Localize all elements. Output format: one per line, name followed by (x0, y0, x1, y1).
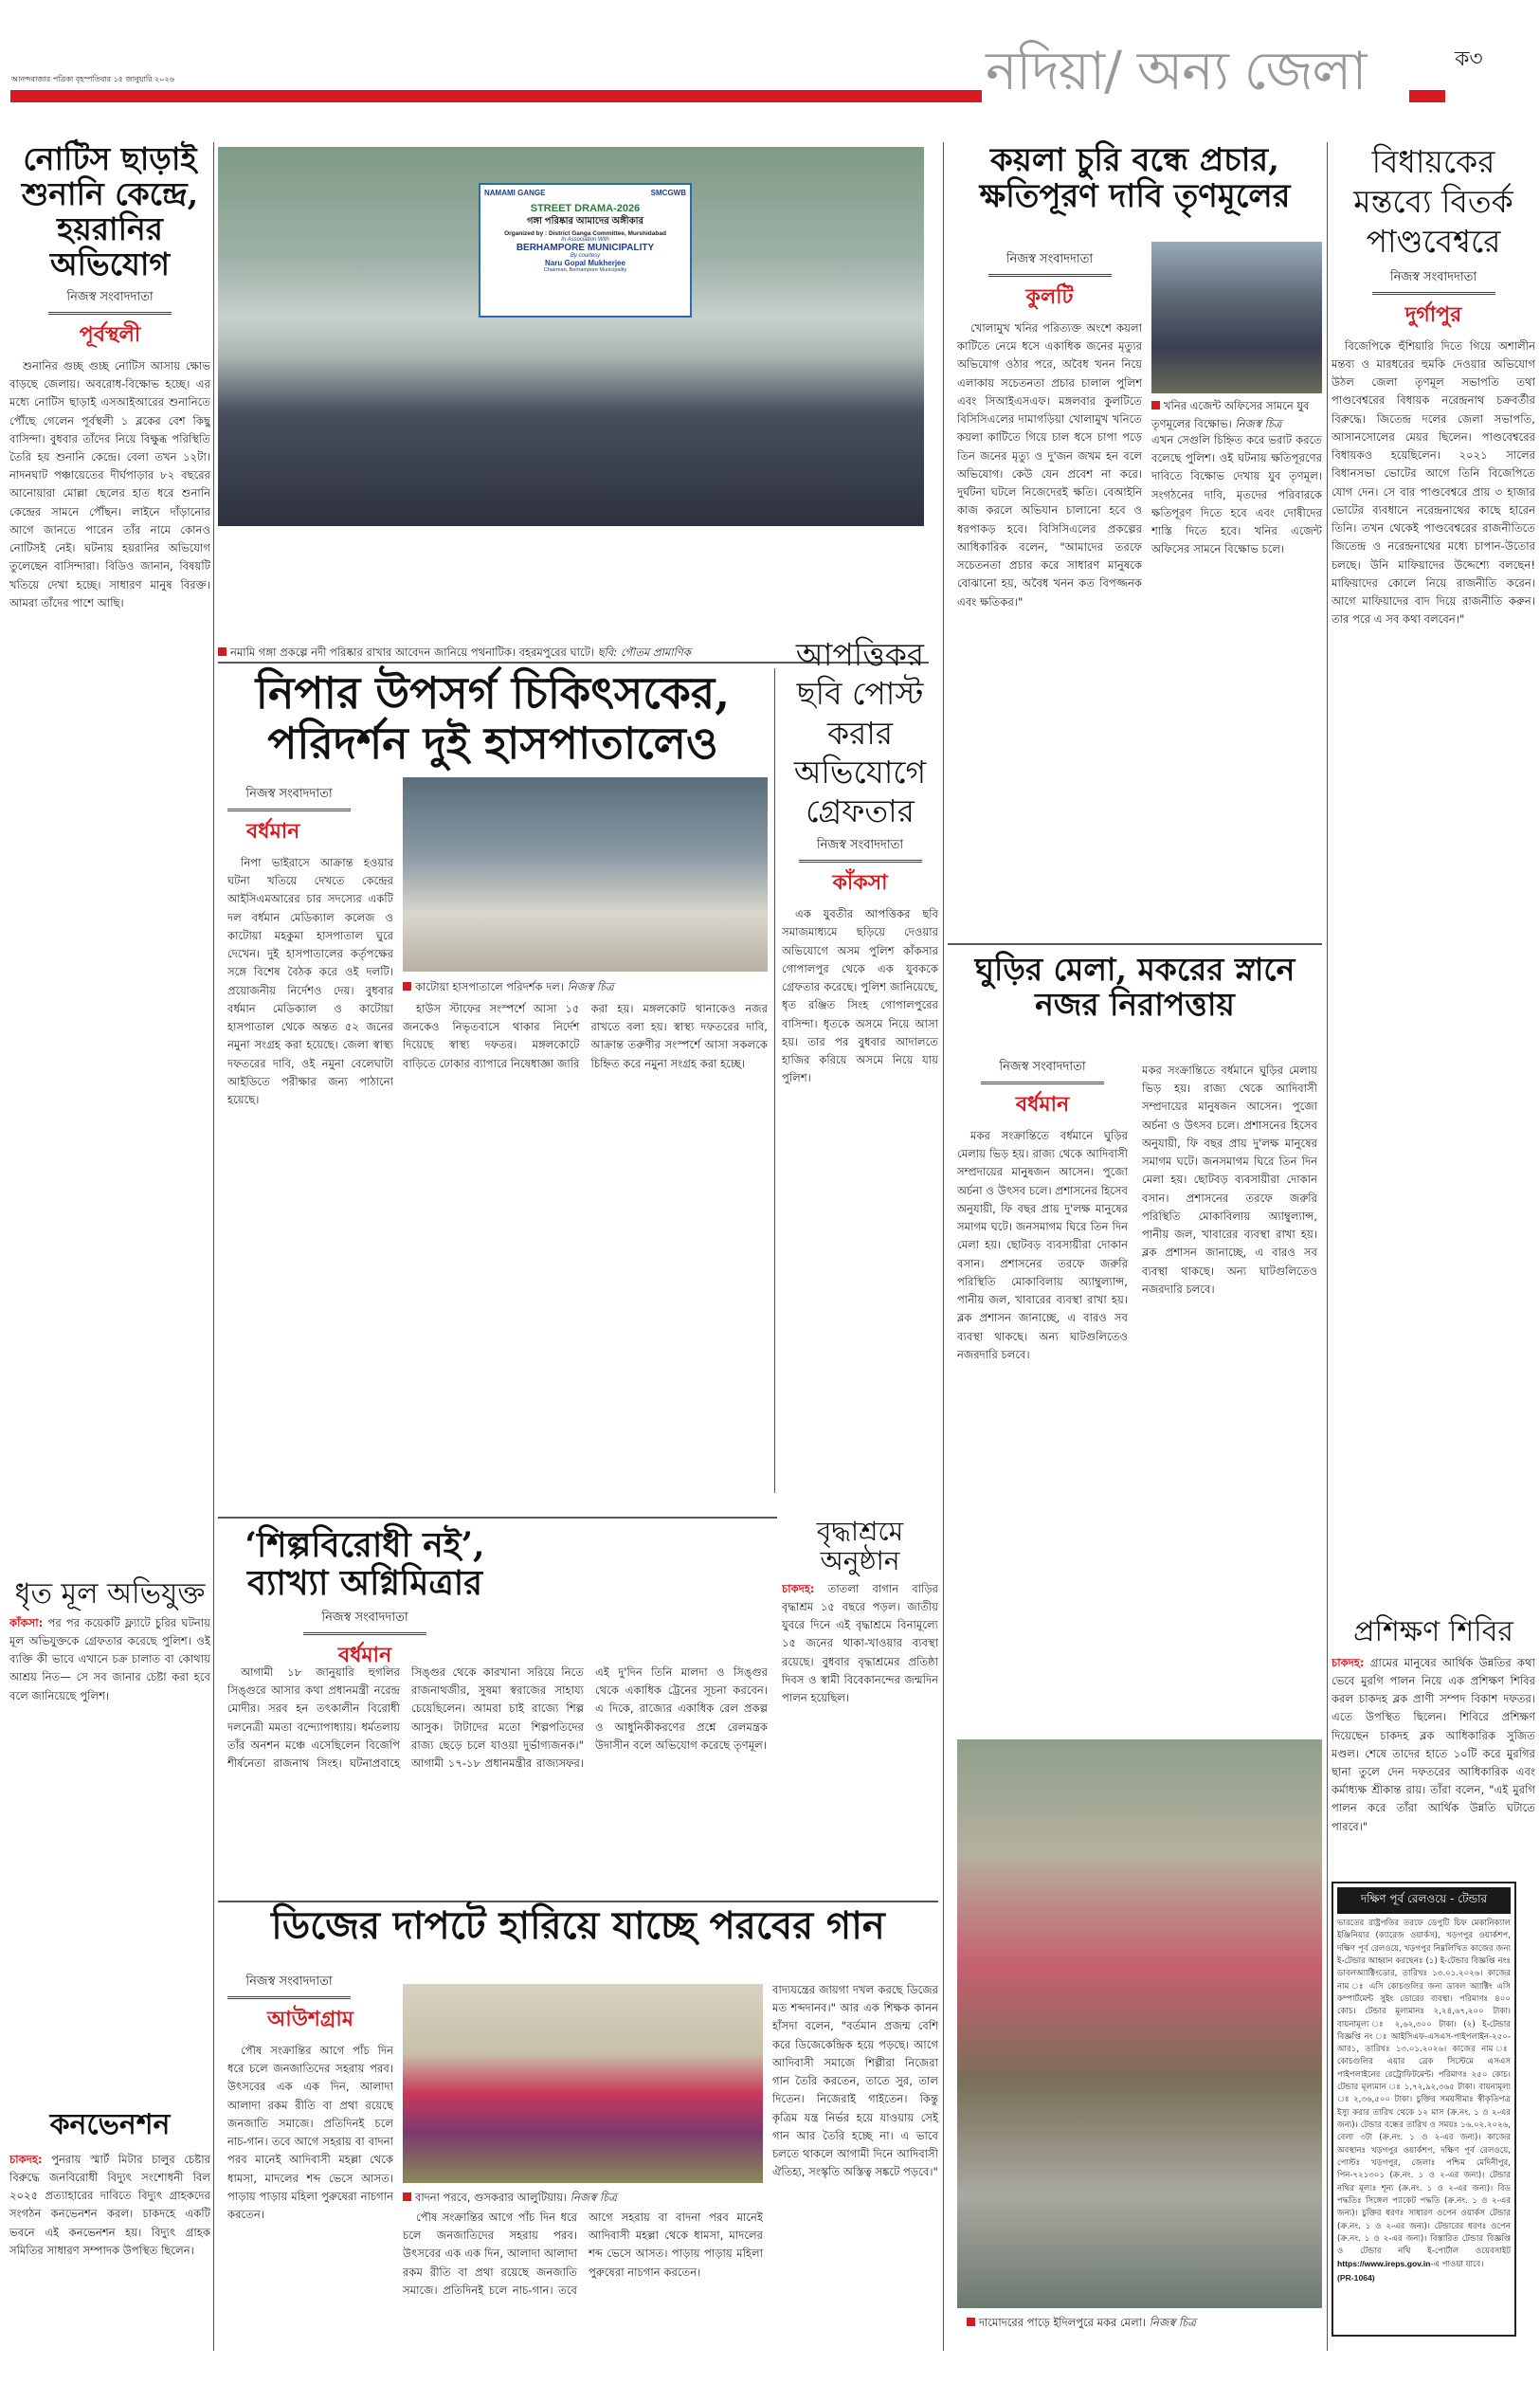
masthead-red-bar-left (10, 90, 982, 102)
masthead-date-line: আনন্দবাজার পত্রিকা বৃহস্পতিবার ১৫ জানুয়ারি ২০২৬ (11, 75, 174, 83)
caption-marker-icon (403, 2193, 411, 2201)
headline: কনভেনশন (49, 2108, 171, 2141)
headline: ধৃত মূল অভিযুক্ত (14, 1577, 206, 1610)
story-dj-headline: ডিজের দাপটে হারিয়ে যাচ্ছে পরবের গান (271, 1903, 885, 1948)
article-body: মকর সংক্রান্তিতে বর্ধমানে ঘুড়ির মেলায় ভিড় হয়। রাজ্য থেকে আদিবাসী সম্প্রদায়ের মানুষজন আসেন। পুজো অর্চনা ও উৎসব চলে। প্রশাসনের হিসেব অনুযায়ী, ফি বছর প্রায় দু'লক্ষ মানুষের সমাগম ঘটে। জনসমাগম ঘিরে তিন দিন মেলা হয়। ছোটবড় ব্যবসায়ীরা দোকান বসান। প্রশাসনের তরফে জরুরি পরিস্থিতি মোকাবিলায় অ্যাম্বুল্যান্স, পানীয় জল, খাবারের ব্যবস্থা রাখা হয়। ব্লক প্রশাসন জানাচ্ছে, এ বারও সব ব্যবস্থা থাকছে। অন্য ঘাটগুলিতেও নজরদারি চলবে। (957, 1129, 1128, 1361)
masthead-red-bar-right (1409, 90, 1445, 102)
section-title: নদিয়া/ অন্য জেলা (986, 41, 1367, 102)
dateline: বর্ধমান (337, 1642, 392, 1667)
story-dj-col1 (227, 1967, 393, 2402)
article-body-continued: মকর সংক্রান্তিতে বর্ধমানে ঘুড়ির মেলায় ভিড় হয়। রাজ্য থেকে আদিবাসী সম্প্রদায়ের মানুষজন আসেন। পুজো অর্চনা ও উৎসব চলে। প্রশাসনের হিসেব অনুযায়ী, ফি বছর প্রায় দু'লক্ষ মানুষের সমাগম ঘটে। জনসমাগম ঘিরে তিন দিন মেলা হয়। ছোটবড় ব্যবসায়ীরা দোকান বসান। প্রশাসনের তরফে জরুরি পরিস্থিতি মোকাবিলায় অ্যাম্বুল্যান্স, পানীয় জল, খাবারের ব্যবস্থা রাখা হয়। ব্লক প্রশাসন জানাচ্ছে, এ বারও সব ব্যবস্থা থাকছে। অন্য ঘাটগুলিতেও নজরদারি চলবে। (1142, 1064, 1317, 1296)
column-divider (1327, 142, 1328, 2351)
byline: নিজস্ব সংবাদদাতা (799, 836, 922, 863)
story-kite-headline: ঘুড়ির মেলা, মকরের স্নানে নজর নিরাপত্তায় (974, 951, 1295, 1023)
story-nipah (218, 668, 768, 769)
article-body: বিজেপিকে হুঁশিয়ারি দিতে গিয়ে অশালীন মন্তব্য ও মারধরের হুমকি দেওয়ার অভিযোগ উঠল জেলা তৃণমূল সভাপতি তথা পাণ্ডবেশ্বরের বিধায়ক নরেন্দ্রনাথ চক্রবর্তীর বিরুদ্ধে। জিতেন্দ্র দলের জেলা সভাপতি, আসানসোলের মেয়র ছিলেন। পাণ্ডবেশ্বরের বিধায়কও হয়েছিলেন। ২০২১ সালের বিধানসভা ভোটের আগে তিনি বিজেপিতে যোগ দেন। সে বার পাণ্ডবেশ্বরে প্রায় ৩ হাজার ভোটের ব্যবধানে নরেন্দ্রনাথের কাছে হারেন তিনি। তখন থেকেই পাণ্ডবেশ্বরের রাজনীতিতে জিতেন্দ্র ও নরেন্দ্রনাথের মধ্যে চাপান-উতোর চলছে। উনি মাফিয়াদের উদ্দেশ্যে বলছেন! মাফিয়াদের কোলে নিয়ে রাজনীতি করেন। আগে মাফিয়াদের বাদ দিয়ে রাজনীতি করুন। তার পরে এ সব কথা বলবেন।" (1332, 338, 1535, 627)
article-body: কাঁকসা: পর পর কয়েকটি ফ্ল্যাটে চুরির ঘটনায় মূল অভিযুক্তকে গ্রেফতার করেছে পুলিশ। ওই ব্যক্তি কী ভাবে এখানে চক্র চালাত বা কোথায় আশ্রয় নিত— সে সব জানার চেষ্টা করা হবে বলে জানিয়েছে পুলিশ। (9, 1615, 210, 1702)
byline: নিজস্ব সংবাদদাতা (227, 785, 351, 811)
article-body-continued: পৌষ সংক্রান্তির আগে পাঁচ দিন ধরে চলে জনজাতিদের সহরায় পরব। উৎসবের এক এক দিন, আলাদা আলাদা রকম রীতি বা প্রথা রয়েছে জনজাতি সমাজে। প্রতিদিনই চলে নাচ-গান। তবে আগে সহরায় বা বাদনা পরব মানেই আদিবাসী মহল্লা থেকে ধামসা, মাদলের শব্দ ভেসে আসত। পাড়ায় পাড়ায় মহিলা পুরুষেরা নাচগান করতেন। (403, 2211, 763, 2297)
byline: নিজস্ব সংবাদদাতা (988, 250, 1112, 277)
article-body: পৌষ সংক্রান্তির আগে পাঁচ দিন ধরে চলে জনজাতিদের সহরায় পরব। উৎসবের এক এক দিন, আলাদা আলাদা রকম রীতি বা প্রথা রয়েছে জনজাতি সমাজে। প্রতিদিনই চলে নাচ-গান। তবে আগে সহরায় বা বাদনা পরব মানেই আদিবাসী মহল্লা থেকে ধামসা, মাদলের শব্দ ভেসে আসত। পাড়ায় পাড়ায় মহিলা পুরুষেরা নাচগান করতেন। (227, 2044, 393, 2222)
headline: আপত্তিকর ছবি পোস্ট করার অভিযোগে গ্রেফতার (793, 636, 927, 829)
photo-banner: NAMAMI GANGE SMCGWB STREET DRAMA-2026 গঙ্গা পরিষ্কার আমাদের অঙ্গীকার Organized by : District Ganga Committee, Murshidabad In Association With BERHAMPORE MUNICIPALITY By courtesy Naru Gopal Mukherjee Chairman, Berhampore Municipality (479, 183, 692, 318)
story-coal-col1 (957, 245, 1142, 936)
dateline: বর্ধমান (1015, 1092, 1070, 1117)
headline: বৃদ্ধাশ্রমে অনুষ্ঠান (816, 1516, 904, 1577)
story-arrest (782, 635, 938, 1379)
dateline: কাঁকসা (832, 870, 888, 896)
main-photo-caption: নমামি গঙ্গা প্রকল্পে নদী পরিষ্কার রাখার আবেদন জানিয়ে পথনাটিক। বহরমপুরের ঘাটে। ছবি: গৌতম প্রামাণিক (218, 645, 924, 663)
column-divider (943, 142, 944, 2351)
dateline: পূর্বস্থলী (79, 321, 141, 347)
byline: নিজস্ব সংবাদদাতা (48, 288, 172, 315)
dateline: কুলটি (1025, 284, 1074, 309)
byline: নিজস্ব সংবাদদাতা (303, 1609, 426, 1635)
hospital-photo-caption: কাটোয়া হাসপাতালে পরিদর্শক দল। নিজস্ব চিত্র (403, 979, 768, 997)
byline: নিজস্ব সংবাদদাতা (227, 1973, 351, 1999)
article-body: খোলামুখ খনির পরিত্যক্ত অংশে কয়লা কাটিতে নেমে ধসে একাধিক জনের মৃত্যুর অভিযোগ ওঠার পরে, অবৈধ খনন নিয়ে এলাকায় সচেতনতা প্রচার চালাল পুলিশ এবং সিআইএসএফ। মঙ্গলবার কুলটিতে বিসিসিএলের দামাগড়িয়া খোলামুখ খনিতে কয়লা কাটিতে গিয়ে চাল ধসে চাপা পড়ে তিন জনের মৃত্যু ও দু'জন জখম হন বলে অভিযোগ। কেউ যেন প্রবেশ না করে। দুর্ঘটনা ঘটলে নিজেদেরই ক্ষতি। বেআইনি কাজ করলে অভিযান চালানো হবে ও ধরপাকড় হবে। বিসিসিএলের প্রকল্পের আধিকারিক বলেন, "আমাদের তরফে সচেতনতা প্রচার করে সাধারণ মানুষকে বোঝানো হয়, অবৈধ খনন কত বিপজ্জনক এবং ক্ষতিকর।" (957, 321, 1142, 609)
headline: প্রশিক্ষণ শিবির (1353, 1615, 1513, 1648)
caption-marker-icon (218, 647, 226, 656)
coal-protest-photo (1151, 242, 1322, 393)
dateline: বর্ধমান (246, 819, 300, 844)
caption-marker-icon (403, 982, 411, 991)
tender-code: (PR-1064) (1337, 2272, 1375, 2283)
headline: বিধায়কের মন্তব্যে বিতর্ক পাণ্ডবেশ্বরে (1353, 143, 1513, 261)
article-body: এক যুবতীর আপত্তিকর ছবি সমাজমাধ্যমে ছড়িয়ে দেওয়ার অভিযোগে অসম পুলিশ কাঁকসার গোপালপুর থেকে এক যুবককে গ্রেফতার করেছে। পুলিশ জানিয়েছে, ধৃত রঞ্জিত সিংহ গোপালপুরের বাসিন্দা। ধৃতকে অসমে নিয়ে আসা হয়। তার পর বুধবার আদালতে হাজির করিয়ে অসমে নিয়ে যায় পুলিশ। (782, 907, 938, 1085)
dj-photo-caption: বাদনা পরবে, গুসকরার আলুটিয়ায়। নিজস্ব চিত্র (403, 2190, 763, 2208)
article-body: আগামী ১৮ জানুয়ারি হুগলির সিঙ্গুরে আসার কথা প্রধানমন্ত্রী নরেন্দ্র মোদীর। সরব হন তৎকালীন বিরোধী দলনেত্রী মমতা বন্দ্যোপাধ্যায়। ধর্মতলায় তাঁর অনশন মঞ্চে এসেছিলেন বিজেপি শীর্ষনেতা রাজনাথ সিংহ। ঘটনাপ্রবাহে সিঙ্গুর থেকে কারখানা সরিয়ে নিতে রাজনাথজীর, সুষমা স্বরাজের সাহায্য চেয়েছিলেন। আমরা চাই রাজ্যে শিল্প আসুক। টাটাদের মতো শিল্পপতিদের রাজ্য ছেড়ে চলে যাওয়া দুর্ভাগ্যজনক।" আগামী ১৭-১৮ প্রধানমন্ত্রীর রাজ্যসফর। এই দু'দিন তিনি মালদা ও সিঙ্গুর থেকে একাধিক ট্রেনের সূচনা করবেন। এ দিকে, রাজ্যের একাধিক রেল প্রকল্প ও আধুনিকীকরণের প্রশ্নে রেলমন্ত্রক উদাসীন বলে অভিযোগ করেছে তৃণমূল। (227, 1665, 768, 1771)
headline: নোটিস ছাড়াই শুনানি কেন্দ্রে, হয়রানির অভিযোগ (21, 140, 199, 282)
column-divider (774, 668, 775, 1493)
railway-tender-notice (1332, 1882, 1516, 2337)
main-photo-street-drama (218, 147, 924, 526)
story-industry (227, 1526, 502, 1674)
article-body-right: বাদ্যযন্ত্রের জায়গা দখল করছে ডিজের মত শব্দদানব।" আর এক শিক্ষক কানন হাঁসদা বলেন, "বর্তমান প্রজন্ম বেশি করে ডিজেকেন্দ্রিক হয়ে পড়ছে। আগে আদিবাসী সমাজে শিল্পীরা নিজেরা গান তৈরি করতেন, তাতে সুর, তাল দিতেন। নিজেরাই গাইতেন। কিন্তু কৃত্রিম যন্ত্র নির্ভর হয়ে যাওয়ায় সেই গান আর তৈরি হচ্ছে না। এ ভাবে চলতে থাকলে আগামী দিনে আদিবাসী ঐতিহ্য, সংস্কৃতি অস্তিত্ব সঙ্কটে পড়বে।" (772, 1983, 938, 2179)
story-convention (9, 2109, 210, 2340)
section-divider (218, 1901, 938, 1902)
article-body: শুনানির গুচ্ছ গুচ্ছ নোটিস আসায় ক্ষোভ বাড়ছে জেলায়। অবরোধ-বিক্ষোভ হচ্ছে। এর মধ্যে নোটিস ছাড়াই এসআইআরের শুনানিতে পৌঁছে গেলেন পূর্বস্থলী ১ ব্লকের বেশ কিছু বাসিন্দা। বুধবার তাঁদের নিয়ে বিক্ষুব্ধ পরিস্থিতি তৈরি হয় শুনানি কেন্দ্রে। বেলা তখন ১২টা। নাদনঘাট পঞ্চায়েতের দীর্ঘপাড়ার ৮২ বছরের আনোয়ারা মোল্লা ছেলের হাত ধরে শুনানি কেন্দ্রের সামনে পৌঁছন। লাইনে দাঁড়ানোর আগে জানতে পারেন তাঁর নামে কোনও নোটিসই নেই। ঘটনায় হয়রানির অভিযোগ তুলেছেন বাসিন্দারা। বিডিও জানান, বিষয়টি খতিয়ে দেখা হচ্ছে। সাধারণ মানুষ বিরক্ত। আমরা তাঁদের পাশে আছি। (9, 358, 210, 610)
column-divider (213, 142, 214, 2351)
tender-heading: দক্ষিণ পূর্ব রেলওয়ে - টেন্ডার (1337, 1887, 1511, 1914)
caption-marker-icon (967, 2318, 975, 2326)
article-body: চাকদহ: গ্রামের মানুষের আর্থিক উন্নতির কথা ভেবে মুরগি পালন নিয়ে এক প্রশিক্ষণ শিবির করল চাকদহ ব্লক প্রাণী সম্পদ বিকাশ দফতর। এতে উপস্থিত ছিলেন। শিবিরে প্রশিক্ষণ দিয়েছেন চাকদহ ব্লক আধিকারিক সুজিত মণ্ডল। শেষে তাদের হাতে ১০টি করে মুরগির ছানা তুলে দেন দফতরের আধিকারিক এবং কর্মাধ্যক্ষ শ্রীকান্ত রায়। তাঁরা বলেন, "এই মুরগি পালন করে তাঁরা আর্থিক উন্নতি ঘটাতে পারবে।" (1332, 1655, 1535, 1833)
story-nipah-col1 (227, 779, 393, 1527)
story-coal-headline: কয়লা চুরি বন্ধে প্রচার, ক্ষতিপূরণ দাবি তৃণমূলের (979, 141, 1291, 216)
byline: নিজস্ব সংবাদদাতা (981, 1058, 1104, 1084)
story-accused (9, 1578, 210, 2003)
dateline: আউশগ্রাম (267, 2007, 353, 2031)
story-notice (9, 142, 210, 1504)
caption-marker-icon (1151, 401, 1160, 409)
coal-photo-caption: খনির এজেন্ট অফিসের সামনে যুব তৃণমূলের বিক্ষোভ। নিজস্ব চিত্র (1151, 399, 1310, 430)
section-divider (948, 943, 1322, 945)
section-divider (218, 1517, 777, 1519)
story-mla (1332, 142, 1535, 1560)
tender-url-link[interactable]: https://www.ireps.gov.in (1337, 2259, 1431, 2269)
article-body: নিপা ভাইরাসে আক্রান্ত হওয়ার ঘটনা খতিয়ে দেখতে কেন্দ্রের আইসিএমআরের চার সদস্যের একটি দল বর্ধমান মেডিক্যাল কলেজ ও কাটোয়া মহকুমা হাসপাতাল ঘুরে দেখেন। দুই হাসপাতালের কর্তৃপক্ষের সঙ্গে বিশেষ বৈঠক করে ওই দলটি। প্রয়োজনীয় নির্দেশও দেয়। বুধবার বর্ধমান মেডিক্যাল ও কাটোয়া হাসপাতাল থেকে অন্তত ৫২ জনের নমুনা সংগ্রহ করা হয়েছে। জেলা স্বাস্থ্য দফতরের দাবি, ওই নমুনা বেলেঘাটা আইডিতে পরীক্ষার জন্য পাঠানো হয়েছে। (227, 856, 393, 1107)
article-body-continued: হাউস স্টাফের সংস্পর্শে আসা ১৫ জনকেও নিভৃতবাসে থাকার নির্দেশ দিয়েছে স্বাস্থ্য দফতর। মঙ্গলকোটে বাড়িতে ঢোকার ব্যাপারে নিষেধাজ্ঞা জারি করা হয়। মঙ্গলকোট থানাকেও নজর রাখতে বলা হয়। স্বাস্থ্য দফতরের দাবি, আক্রান্ত তরুণীর সংস্পর্শে আসা সকলকে চিহ্নিত করে নমুনা সংগ্রহ করা হচ্ছে। (403, 1002, 768, 1070)
article-body: চাকদহ: পুনরায় স্মার্ট মিটার চালুর চেষ্টার বিরুদ্ধে জনবিরোধী বিদ্যুৎ সংশোধনী বিল ২০২৫ প্রত্যাহারের দাবিতে বিদ্যুৎ গ্রাহকদের সংগঠন কনভেনশন করল। চাকদহে একটি ভবনে এই কনভেনশন হয়। বিদ্যুৎ গ্রাহক সমিতির সাধারণ সম্পাদক উপস্থিত ছিলেন। (9, 2152, 210, 2257)
headline: নিপার উপসর্গ চিকিৎসকের, পরিদর্শন দুই হাসপাতালেও (255, 667, 731, 769)
story-oldage (782, 1517, 938, 1808)
tribal-dance-photo (403, 1984, 763, 2183)
hospital-inspection-photo (403, 777, 768, 972)
article-body: চাকদহ: তাতলা বাগান বাড়ির বৃদ্ধাশ্রম ১৫ বছরে পড়ল। জাতীয় যুবরে দিনে এই বৃদ্ধাশ্রমে বিনামূল্যে ১৫ জনের থাকা-খাওয়ার ব্যবস্থা রয়েছে। বুধবার বৃদ্ধাশ্রমের প্রতিষ্ঠা দিবস ও স্বামী বিবেকানন্দের জন্মদিন পালন হয়েছিল। (782, 1581, 938, 1705)
fair-photo-caption: দামোদরের পাড়ে ইদিলপুরে মকর মেলা। নিজস্ব চিত্র (967, 2315, 1327, 2333)
story-kite-col1 (957, 1052, 1128, 1772)
story-training (1332, 1616, 1535, 1872)
makar-fair-photo (957, 1739, 1322, 2308)
page-number: ক৩ (1455, 47, 1483, 71)
headline: ‘শিল্পবিরোধী নই’, ব্যাখ্যা অগ্নিমিত্রার (245, 1525, 485, 1604)
tender-body: ভারতের রাষ্ট্রপতির তরফে ডেপুটি চিফ মেকানিক্যাল ইঞ্জিনিয়ার (ক্যারেজ ওয়ার্কস), খড়গপুর ওয়ার্কশপ, দক্ষিণ পূর্ব রেলওয়ে, খড়গপুর নিম্নলিখিত কাজের জন্য ই-টেন্ডার আহ্বান করছেনঃ (১) ই-টেন্ডার বিজ্ঞপ্তি নংঃ ডাবলঅ্যাক্টিংডোর, তারিখঃ ১৩.০১.২০২৬। কাজের নাম ঃ এসি কোচগুলির জন্য ডাবল অ্যাক্টিং এসি কম্পার্টমেন্ট সুইং ডোরের ব্যবস্থা। পরিমাণঃ ৪০০ কোচ। টেন্ডার মূল্যমানঃ ২,২৪,৬৭,২০০ টাকা। বায়নামূল্য ঃ ২,৬২,৩০০ টাকা। (২) ই-টেন্ডার বিজ্ঞপ্তি নং ঃ আইসিএফ-এসএস-পাইপলাইন-২৫০-আর১, তারিখঃ ১৩.০১.২০২৬। কাজের নাম ঃ কোচগুলির এয়ার ব্রেক সিস্টেমে এসএস পাইপলাইনের রেট্রোফিটমেন্ট। পরিমাণঃ ২৫০ কোচ। টেন্ডার মূল্যমান ঃ ১,৭২,৯২,৩৬৫ টাকা। বায়নামূল্য ঃ ২,৩৬,৫০০ টাকা। চুক্তির সময়সীমাঃ স্বীকৃতিপত্র ইস্যু করার তারিখ থেকে ১২ মাস (ক্র.নং. ১ ও ২-এর জন্য)। টেন্ডার বন্ধের তারিখ ও সময়ঃ ১৬.০২.২০২৬, বেলা ৩টা (ক্র.নং. ১ ও ২-এর জন্য)। কাজের অবস্থানঃ খড়গপুর ওয়ার্কশপ, দক্ষিণ পূর্ব রেলওয়ে, পোস্টঃ খড়গপুর, জেলাঃ পশ্চিম মেদিনীপুর, পিন-৭২১৩০১ (ক্র.নং. ১ ও ২-এর জন্য)। টেন্ডার নথির মূল্যঃ শূন্য (ক্র.নং. ১ ও ২-এর জন্য)। বিড পদ্ধতিঃ সিঙ্গেল প্যাকেট পদ্ধতি (ক্র.নং. ১ ও ২-এর জন্য)। চুক্তির ধরণঃ সাধারণ ওপেন ওয়ার্কস টেন্ডার (ক্র.নং. ১ ও ২-এর জন্য)। টেন্ডারের ধরণঃ ওপেন (ক্র.নং. ১ ও ২-এর জন্য)। বিস্তারিত টেন্ডার বিজ্ঞপ্তি ও টেন্ডার নথি ই-পোর্টাল ওয়েবসাইট https://www.ireps.gov.in-এ পাওয়া যাবে। (PR-1064) (1337, 1918, 1511, 2284)
dateline: দুর্গাপুর (1404, 301, 1462, 327)
byline: নিজস্ব সংবাদদাতা (1372, 268, 1495, 295)
article-body-continued: এখন সেগুলি চিহ্নিত করে ভরাট করতে বলেছে পুলিশ। ওই ঘটনায় ক্ষতিপূরণের দাবিতে বিক্ষোভ দেখায় যুব তৃণমূল। সংগঠনের দাবি, মৃতদের পরিবারকে ক্ষতিপূরণ দিতে হবে এবং দোষীদের শাস্তি দিতে হবে। খনির এজেন্ট অফিসের সামনে বিক্ষোভ চলে। (1151, 433, 1322, 556)
